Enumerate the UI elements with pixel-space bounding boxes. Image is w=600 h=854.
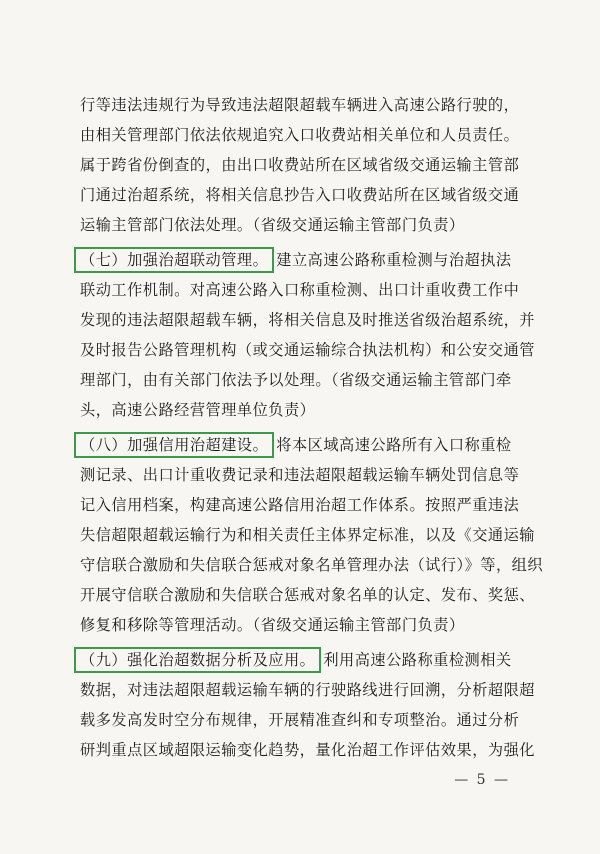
text-line: 研判重点区域超限运输变化趋势，量化治超工作评估效果，为强化 [80,741,535,759]
text-line: 门通过治超系统，将相关信息抄告入口收费站所在区域省级交通 [80,186,520,204]
text-line: 由相关管理部门依法依规追究入口收费站相关单位和人员责任。 [80,126,520,144]
section-heading-8: （八）加强信用治超建设。 [74,432,274,458]
paragraph-7-first-line [80,245,530,275]
text-line: 数据，对违法超限超载运输车辆的行驶路线进行回溯，分析超限超 [80,681,535,699]
text-line: 行等违法违规行为导致违法超限超载车辆进入高速公路行驶的， [80,96,520,114]
text-line: 测记录、出口计重收费记录和违法超限超载运输车辆处罚信息等 [80,466,520,484]
text-line: 运输主管部门依法处理。（省级交通运输主管部门负责） [80,216,465,234]
text-line: 发现的违法超限超载车辆，将相关信息及时推送省级治超系统，并 [80,311,535,329]
text-line: 开展守信联合激励和失信联合惩戒对象名单的认定、发布、奖惩、 [80,586,535,604]
text-line: 建立高速公路称重检测与治超执法 [276,251,512,269]
text-line: 理部门，由有关部门依法予以处理。（省级交通运输主管部门牵 [80,371,512,389]
text-line: 联动工作机制。对高速公路入口称重检测、出口计重收费工作中 [80,281,520,299]
text-line: 及时报告公路管理机构（或交通运输综合执法机构）和公安交通管 [80,341,535,359]
text-line: 载多发高发时空分布规律，开展精准查纠和专项整治。通过分析 [80,711,520,729]
paragraph-9-first-line [80,645,530,675]
text-line: 记入信用档案，构建高速公路信用治超工作体系。按照严重违法 [80,496,520,514]
text-line: 守信联合激励和失信联合惩戒对象名单管理办法（试行）》等，组织 [80,556,544,574]
text-line: 头，高速公路经营管理单位负责） [80,401,316,419]
section-heading-7: （七）加强治超联动管理。 [74,247,274,273]
section-heading-9: （九）强化治超数据分析及应用。 [74,647,321,673]
page-number: — 5 — [454,772,510,788]
text-line: 利用高速公路称重检测相关 [323,651,512,669]
paragraph-8-first-line [80,430,530,460]
text-line: 失信超限超载运输行为和相关责任主体界定标准，以及《交通运输 [80,526,535,544]
text-line: 修复和移除等管理活动。（省级交通运输主管部门负责） [80,616,465,634]
text-line: 将本区域高速公路所有入口称重检 [276,436,512,454]
text-line: 属于跨省份倒查的，由出口收费站所在区域省级交通运输主管部 [80,156,520,174]
